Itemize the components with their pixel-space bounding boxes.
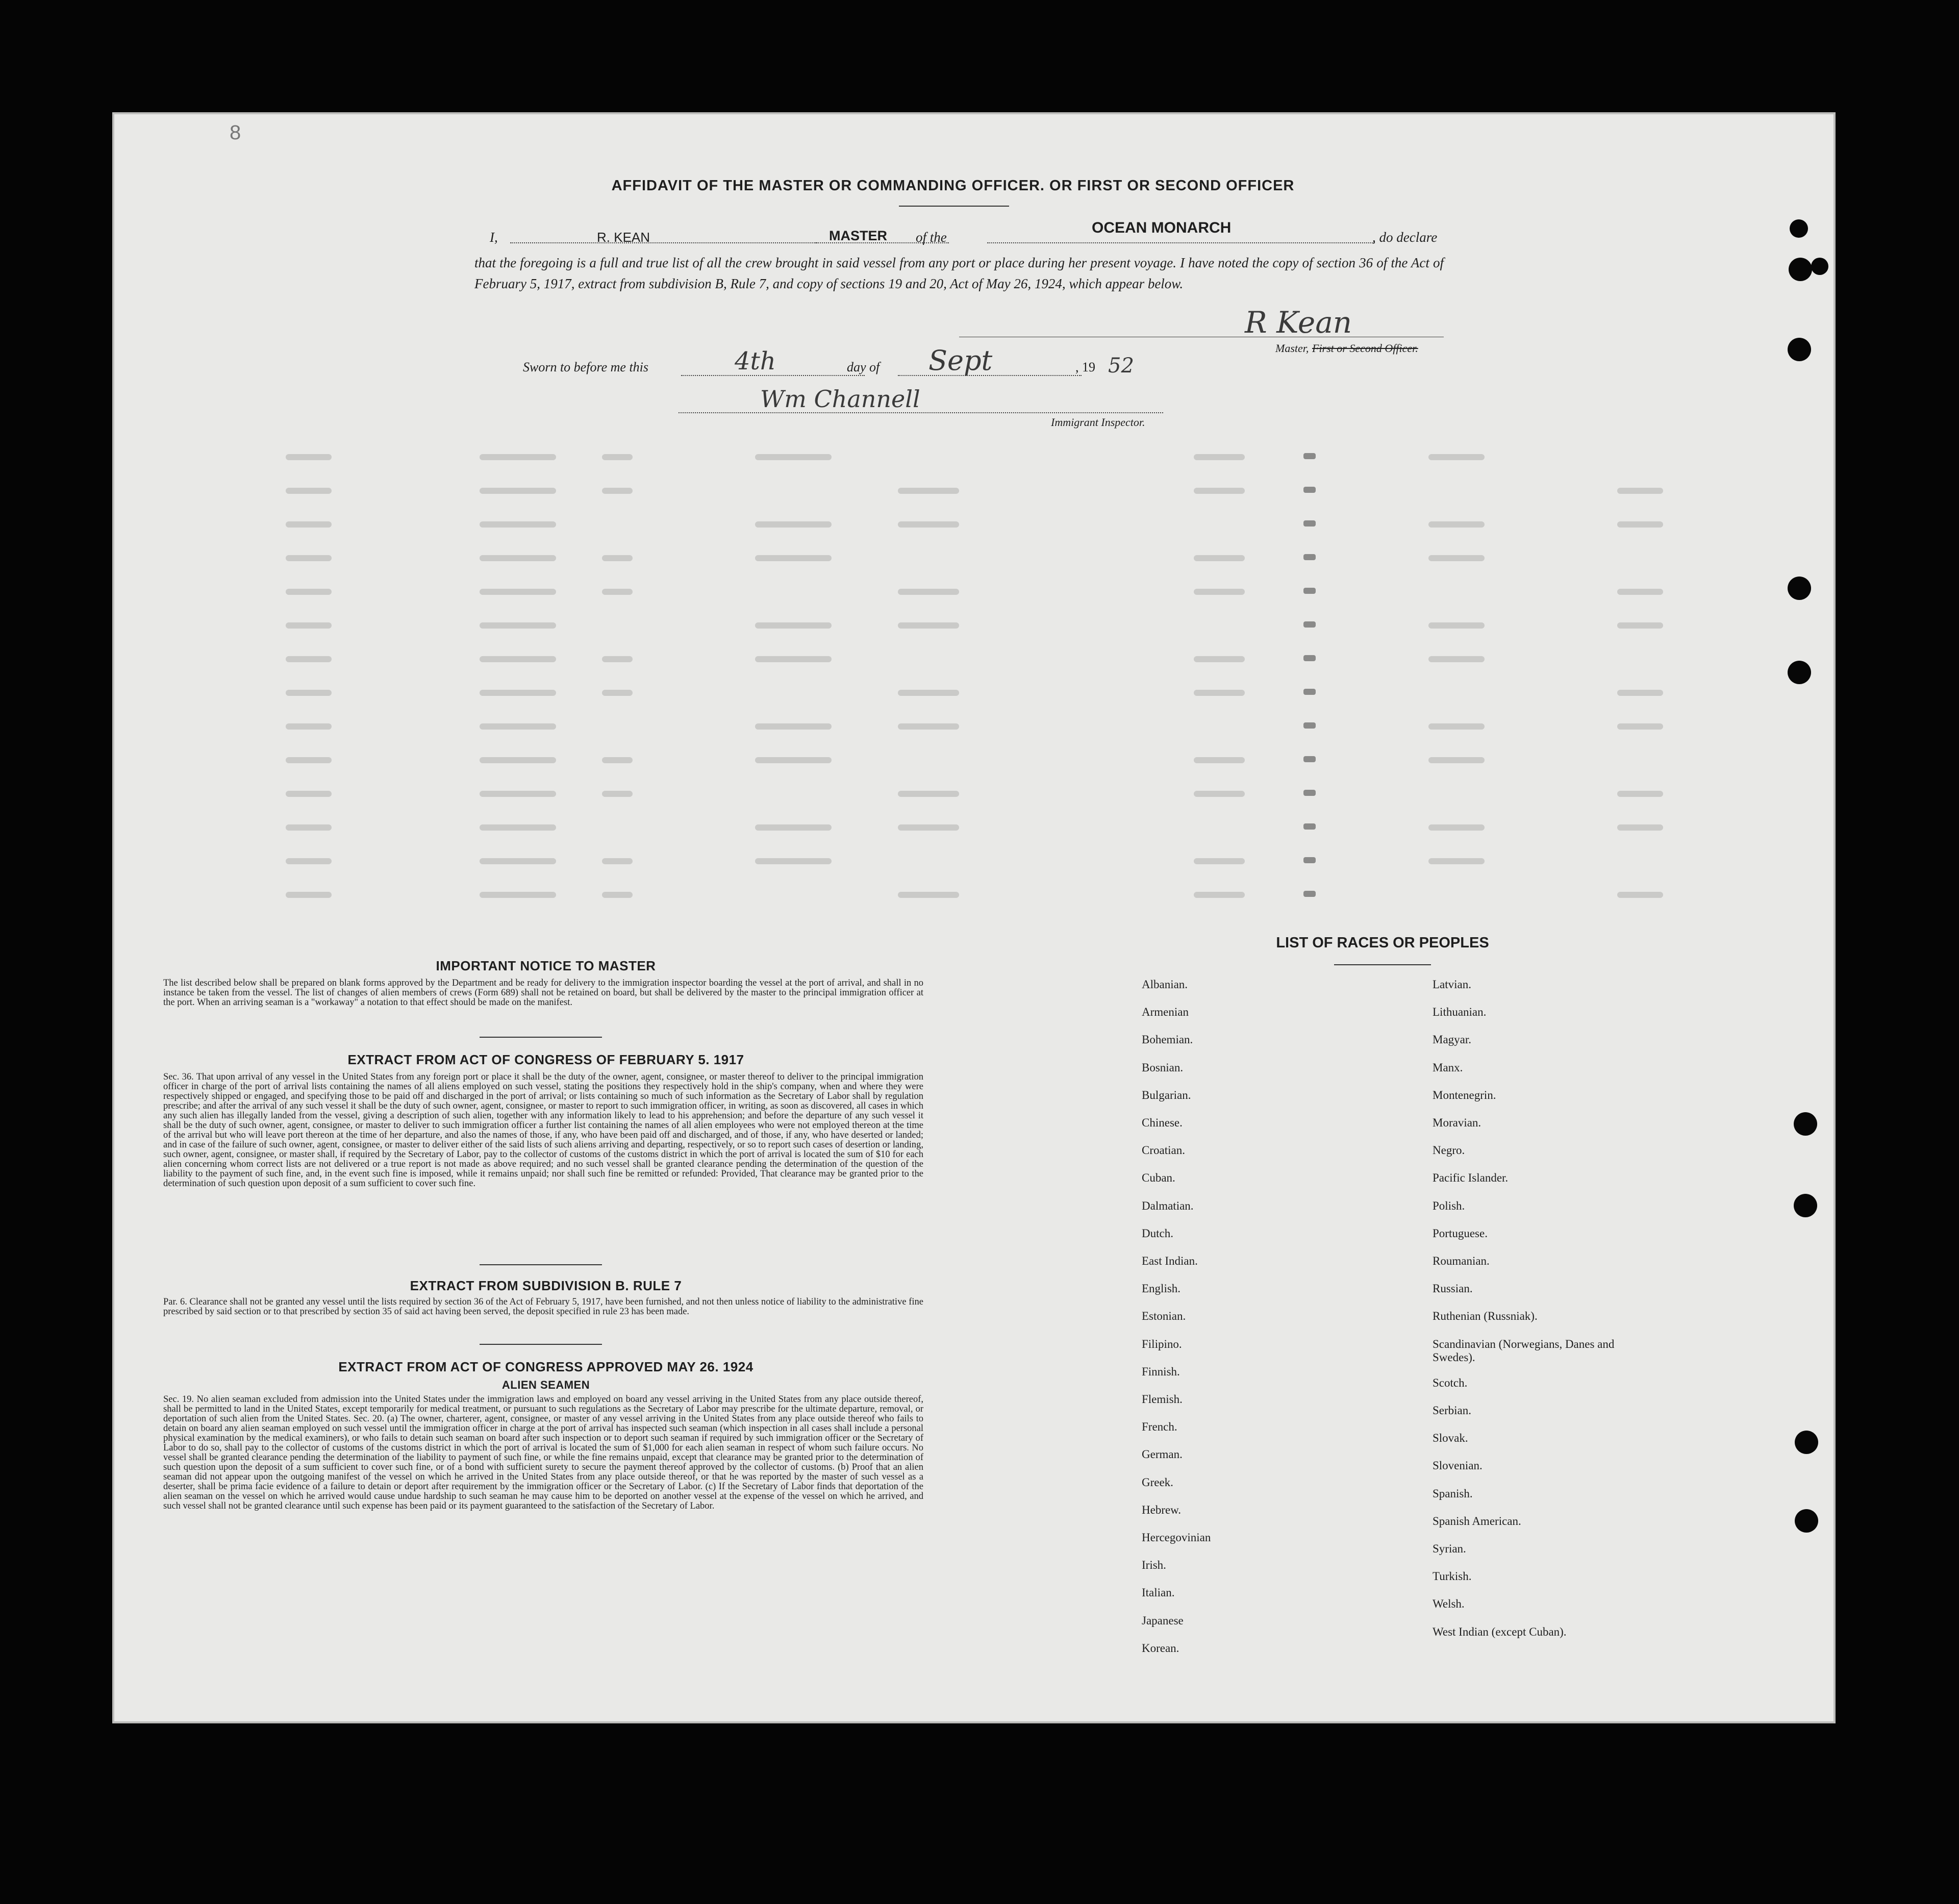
race-item: Italian.: [1142, 1586, 1175, 1599]
sworn-day: 4th: [735, 347, 776, 375]
race-item: German.: [1142, 1448, 1183, 1461]
bleed-through-mark: [898, 892, 959, 898]
rule7-title: EXTRACT FROM SUBDIVISION B. RULE 7: [410, 1278, 682, 1293]
bleed-through-mark: [286, 824, 332, 831]
race-item: Negro.: [1433, 1144, 1465, 1157]
race-item: Russian.: [1433, 1282, 1473, 1295]
bleed-through-mark: [1194, 488, 1245, 494]
bleed-through-mark: [1303, 453, 1316, 459]
bleed-through-mark: [480, 622, 556, 629]
extract-1924-title: EXTRACT FROM ACT OF CONGRESS APPROVED MAY 26. 1924: [338, 1359, 754, 1374]
bleed-through-mark: [286, 757, 332, 763]
race-item: Dutch.: [1142, 1226, 1173, 1240]
race-item: Lithuanian.: [1433, 1006, 1487, 1019]
bleed-through-mark: [1428, 723, 1485, 730]
bleed-through-mark: [480, 488, 556, 494]
race-item: Dalmatian.: [1142, 1199, 1194, 1212]
race-item: Croatian.: [1142, 1144, 1185, 1157]
extract-1917-title: EXTRACT FROM ACT OF CONGRESS OF FEBRUARY 5. 1917: [347, 1052, 744, 1067]
bleed-through-mark: [1617, 589, 1663, 595]
vessel-line: [987, 242, 1375, 243]
important-notice-title: IMPORTANT NOTICE TO MASTER: [436, 958, 656, 973]
master-rank: MASTER: [829, 228, 887, 243]
do-declare-label: , do declare: [1372, 230, 1438, 245]
bleed-through-mark: [286, 858, 332, 864]
bleed-through-mark: [755, 757, 832, 763]
bleed-through-mark: [602, 757, 633, 763]
inspector-line: [679, 412, 1163, 413]
race-item: Welsh.: [1433, 1597, 1465, 1611]
race-item: Polish.: [1433, 1199, 1465, 1212]
bleed-through-mark: [1303, 487, 1316, 493]
race-item: Ruthenian (Russniak).: [1433, 1310, 1538, 1323]
bleed-through-mark: [602, 589, 633, 595]
bleed-through-mark: [898, 791, 959, 797]
punch-hole: [1795, 1509, 1818, 1533]
race-item: Irish.: [1142, 1559, 1166, 1572]
year-prefix: , 19: [1075, 360, 1095, 374]
signature-caption-struck: First or Second Officer.: [1312, 342, 1418, 355]
bleed-through-mark: [1194, 892, 1245, 898]
sworn-month: Sept: [928, 344, 993, 377]
bleed-through-mark: [1303, 689, 1316, 695]
race-item: Pacific Islander.: [1433, 1171, 1509, 1185]
bleed-through-mark: [1428, 858, 1485, 864]
bleed-through-mark: [480, 723, 556, 730]
bleed-through-mark: [602, 858, 633, 864]
bleed-through-mark: [286, 488, 332, 494]
bleed-through-mark: [1428, 521, 1485, 528]
extract-1917-text: Sec. 36. That upon arrival of any vessel in the United States from any foreign port or place it shall be the duty of the owner, agent, consignee, or master thereof to deliver to the principal immigration officer in charge of the port of arrival lists containing the names of all aliens employed on such vessel, stating the positions they respectively hold in the ship's company, when and where they were respectively shipped or engaged, and specifying those to be paid off and discharged in the port of arrival; or lists containing so much of such information as the Secretary of Labor shall by regulation prescribe; and after the arrival of any such vessel it shall be the duty of such owner, agent, consignee, or master to report to such immigration officer, in writing, as soon as discovered, all cases in which any such alien has illegally landed from the vessel, giving a description of such alien, together with any information likely to lead to his apprehension; and before the departure of any such vessel it shall be the duty of such owner, agent, consignee, or master to deliver to such immigration officer a further list containing the names of all alien employees who were not employed thereon at the time of the arrival but who will leave port thereon at the time of her departure, and also the names of those, if any, who have been paid off and discharged, and of those, if any, who have deserted or landed; and in case of the failure of such owner, agent, consignee, or master to deliver either of the said lists of such aliens arriving and departing, respectively, or so to report such cases of desertion or landing, such owner, agent, consignee, or master shall, if required by the Secretary of Labor, pay to the collector of customs of the customs district in which the port of arrival is located the sum of $10 for each alien concerning whom correct lists are not delivered or a true report is not made as above required; and no such vessel shall be granted clearance pending the determination of the question of the liability to the payment of such fine, and, in the event such fine is imposed, while it remains unpaid; nor shall such fine be remitted or refunded: Provided, That clearance may be granted prior to the determination of such question upon deposit of a sum sufficient to cover such fine.: [163, 1072, 923, 1189]
name-line: [510, 242, 816, 243]
race-item: Hercegovinian: [1142, 1531, 1211, 1544]
bleed-through-mark: [1303, 891, 1316, 897]
bleed-through-mark: [286, 454, 332, 460]
inspector-caption: Immigrant Inspector.: [1051, 416, 1145, 429]
bleed-through-mark: [755, 622, 832, 629]
bleed-through-mark: [286, 791, 332, 797]
bleed-through-mark: [602, 488, 633, 494]
bleed-through-mark: [602, 555, 633, 561]
bleed-through-mark: [898, 488, 959, 494]
race-item: Bohemian.: [1142, 1033, 1193, 1046]
bleed-through-mark: [755, 858, 832, 864]
race-item: Spanish.: [1433, 1487, 1473, 1500]
bleed-through-mark: [602, 791, 633, 797]
bleed-through-mark: [1303, 588, 1316, 594]
bleed-through-mark: [1303, 722, 1316, 729]
bleed-through-mark: [480, 892, 556, 898]
punch-hole: [1790, 219, 1808, 238]
master-signature: R Kean: [1245, 305, 1352, 340]
bleed-through-mark: [286, 656, 332, 662]
bleed-through-mark: [1303, 621, 1316, 628]
bleed-through-mark: [898, 690, 959, 696]
bleed-through-mark: [480, 521, 556, 528]
race-item: Latvian.: [1433, 978, 1471, 991]
race-item: Serbian.: [1433, 1404, 1472, 1417]
bleed-through-mark: [1194, 757, 1245, 763]
bleed-through-mark: [1617, 488, 1663, 494]
pencil-mark: 8: [230, 121, 241, 144]
bleed-through-mark: [1617, 824, 1663, 831]
race-item: Moravian.: [1433, 1116, 1481, 1129]
bleed-through-mark: [1194, 656, 1245, 662]
bleed-through-mark: [480, 824, 556, 831]
year-suffix: 52: [1108, 354, 1134, 378]
bleed-through-mark: [1194, 589, 1245, 595]
bleed-through-mark: [755, 824, 832, 831]
race-item: Spanish American.: [1433, 1514, 1521, 1527]
race-item: Scotch.: [1433, 1376, 1468, 1389]
bleed-through-mark: [480, 589, 556, 595]
bleed-through-mark: [898, 589, 959, 595]
bleed-through-mark: [1194, 791, 1245, 797]
bleed-through-mark: [1617, 723, 1663, 730]
bleed-through-mark: [286, 690, 332, 696]
punch-hole: [1794, 1194, 1817, 1217]
bleed-through-mark: [1194, 690, 1245, 696]
bleed-through-mark: [1428, 824, 1485, 831]
bleed-through-mark: [480, 454, 556, 460]
bleed-through-mark: [1428, 622, 1485, 629]
bleed-through-mark: [1428, 656, 1485, 662]
races-divider: [1334, 964, 1431, 965]
bleed-through-mark: [755, 555, 832, 561]
master-name: R. KEAN: [597, 230, 650, 245]
punch-hole: [1788, 661, 1811, 684]
bleed-through-mark: [1428, 555, 1485, 561]
race-item: Syrian.: [1433, 1542, 1466, 1555]
vessel-name: OCEAN MONARCH: [1092, 219, 1232, 236]
race-item: Turkish.: [1433, 1570, 1472, 1583]
day-of-label: day of: [847, 360, 880, 374]
bleed-through-mark: [898, 723, 959, 730]
bleed-through-mark: [1617, 791, 1663, 797]
races-title: LIST OF RACES OR PEOPLES: [1276, 935, 1489, 951]
bleed-through-mark: [480, 757, 556, 763]
sworn-prefix: Sworn to before me this: [523, 360, 649, 374]
race-item: Albanian.: [1142, 978, 1188, 991]
notice-divider: [480, 1344, 602, 1345]
bleed-through-mark: [480, 690, 556, 696]
bleed-through-mark: [755, 656, 832, 662]
bleed-through-mark: [1617, 521, 1663, 528]
punch-hole: [1795, 1431, 1818, 1454]
bleed-through-mark: [1303, 655, 1316, 661]
race-item: English.: [1142, 1282, 1181, 1295]
race-item: Cuban.: [1142, 1171, 1175, 1185]
bleed-through-mark: [1303, 823, 1316, 830]
race-item: Finnish.: [1142, 1365, 1180, 1378]
bleed-through-mark: [1428, 454, 1485, 460]
bleed-through-mark: [286, 622, 332, 629]
important-notice-text: The list described below shall be prepared on blank forms approved by the Department and be ready for delivery to the immigration inspector boarding the vessel at the port of arrival, and shall in no instance be taken from the vessel. The list of changes of alien members of crews (Form 689) shall not be retained on board, but shall be delivered by the master to the principal immigration officer at the port. When an arriving seaman is a "workaway" a notation to that effect should be made on the manifest.: [163, 978, 923, 1008]
bleed-through-mark: [286, 892, 332, 898]
race-item: West Indian (except Cuban).: [1433, 1625, 1567, 1638]
extract-1924-text: Sec. 19. No alien seaman excluded from admission into the United States under the immigration laws and employed on board any vessel arriving in the United States from any place outside thereof, shall be permitted to land in the United States, except temporarily for medical treatment, or pursuant to such regulations as the Secretary of Labor may prescribe for the ultimate departure, removal, or deportation of such alien from the United States. Sec. 20. (a) The owner, charterer, agent, consignee, or master of any vessel arriving in the United States from any place outside thereof who fails to detain on board any alien seaman employed on such vessel until the immigration officer in charge at the port of arrival has inspected such seaman (which inspection in all cases shall include a personal physical examination by the medical examiners), or who fails to detain such seaman on board after such inspection or to deport such seaman if required by such immigration officer or the Secretary of Labor to do so, shall pay to the collector of customs of the customs district in which the port of arrival is located the sum of $1,000 for each alien seaman in respect of whom such failure occurs. No vessel shall be granted clearance pending the determination of the liability to payment of such fine, or while the fine remains unpaid, except that clearance may be granted prior to the determination of such question upon the deposit of a sum sufficient to cover such fine, or of a bond with sufficient surety to secure the payment thereof approved by the collector of customs. (b) Proof that an alien seaman did not appear upon the outgoing manifest of the vessel on which he arrived in the United States from any place outside thereof, or that he was reported by the master of such vessel as a deserter, shall be prima facie evidence of a failure to detain or deport after requirement by the immigration officer or the Secretary of Labor. (c) If the Secretary of Labor finds that deportation of the alien seaman on the vessel on which he arrived would cause undue hardship to such seaman he may cause him to be deported on another vessel at the expense of the vessel on which he arrived, and such vessel shall not be granted clearance until such expense has been paid or its payment guaranteed to the satisfaction of the Secretary of Labor.: [163, 1394, 923, 1511]
bleed-through-mark: [480, 656, 556, 662]
bleed-through-mark: [1194, 454, 1245, 460]
race-item: Manx.: [1433, 1061, 1463, 1074]
bleed-through-mark: [755, 521, 832, 528]
race-item: Roumanian.: [1433, 1255, 1490, 1267]
race-item: East Indian.: [1142, 1255, 1198, 1267]
bleed-through-mark: [602, 690, 633, 696]
race-item: Armenian: [1142, 1006, 1189, 1019]
race-item: Filipino.: [1142, 1337, 1182, 1350]
bleed-through-mark: [1194, 858, 1245, 864]
bleed-through-mark: [602, 892, 633, 898]
bleed-through-mark: [898, 622, 959, 629]
bleed-through-mark: [480, 858, 556, 864]
inspector-signature: Wm Channell: [760, 385, 920, 413]
race-item: Bulgarian.: [1142, 1088, 1191, 1101]
bleed-through-mark: [1194, 555, 1245, 561]
race-item: Greek.: [1142, 1475, 1173, 1489]
bleed-through-mark: [1617, 622, 1663, 629]
bleed-through-mark: [286, 521, 332, 528]
punch-hole: [1789, 258, 1812, 281]
race-item: Korean.: [1142, 1641, 1179, 1655]
bleed-through-mark: [1617, 690, 1663, 696]
bleed-through-mark: [1303, 790, 1316, 796]
bleed-through-mark: [1303, 520, 1316, 527]
bleed-through-mark: [1303, 756, 1316, 762]
bleed-through-mark: [602, 656, 633, 662]
race-item: Flemish.: [1142, 1393, 1183, 1406]
race-item: Scandinavian (Norwegians, Danes and Swedes).: [1433, 1337, 1615, 1364]
notice-divider: [480, 1037, 602, 1038]
bleed-through-mark: [286, 723, 332, 730]
rule7-text: Par. 6. Clearance shall not be granted any vessel until the lists required by section 36 of the Act of February 5, 1917, have been furnished, and not then unless notice of liability to the administrative fine prescribed by said section or to that prescribed by section 35 of said act having been served, the deposit specified in rule 23 has been made.: [163, 1297, 923, 1317]
of-the-label: of the: [916, 230, 947, 245]
race-item: Magyar.: [1433, 1033, 1472, 1046]
race-item: Bosnian.: [1142, 1061, 1184, 1074]
bleed-through-mark: [755, 454, 832, 460]
race-item: French.: [1142, 1420, 1177, 1434]
race-item: Montenegrin.: [1433, 1088, 1496, 1101]
bleed-through-mark: [1617, 892, 1663, 898]
punch-hole: [1794, 1112, 1817, 1136]
notice-divider: [480, 1264, 602, 1265]
race-item: Portuguese.: [1433, 1226, 1488, 1240]
punch-hole: [1811, 258, 1828, 275]
alien-seamen-heading: ALIEN SEAMEN: [501, 1379, 590, 1391]
bleed-through-mark: [898, 824, 959, 831]
bleed-through-mark: [480, 555, 556, 561]
race-item: Japanese: [1142, 1614, 1184, 1627]
bleed-through-mark: [286, 589, 332, 595]
race-item: Chinese.: [1142, 1116, 1183, 1129]
bleed-through-mark: [1428, 757, 1485, 763]
affidavit-lead: I,: [490, 230, 498, 245]
bleed-through-mark: [1303, 554, 1316, 560]
bleed-through-mark: [480, 791, 556, 797]
race-item: Slovenian.: [1433, 1459, 1483, 1472]
bleed-through-mark: [755, 723, 832, 730]
title-divider: [899, 206, 1009, 207]
bleed-through-mark: [898, 521, 959, 528]
affidavit-body: that the foregoing is a full and true list of all the crew brought in said vessel from any port or place during her present voyage. I have noted the copy of section 36 of the Act of February 5, 1917, extract from subdivision B, Rule 7, and copy of sections 19 and 20, Act of May 26, 1924, which appear below.: [474, 255, 1444, 291]
punch-hole: [1788, 577, 1811, 600]
bleed-through-mark: [1303, 857, 1316, 863]
bleed-through-mark: [286, 555, 332, 561]
signature-caption-master: Master,: [1275, 342, 1309, 355]
affidavit-title: AFFIDAVIT OF THE MASTER OR COMMANDING OFFICER. OR FIRST OR SECOND OFFICER: [611, 178, 1295, 194]
punch-hole: [1788, 338, 1811, 361]
race-item: Slovak.: [1433, 1432, 1468, 1445]
bleed-through-mark: [602, 454, 633, 460]
race-item: Estonian.: [1142, 1310, 1186, 1323]
race-item: Hebrew.: [1142, 1503, 1182, 1516]
